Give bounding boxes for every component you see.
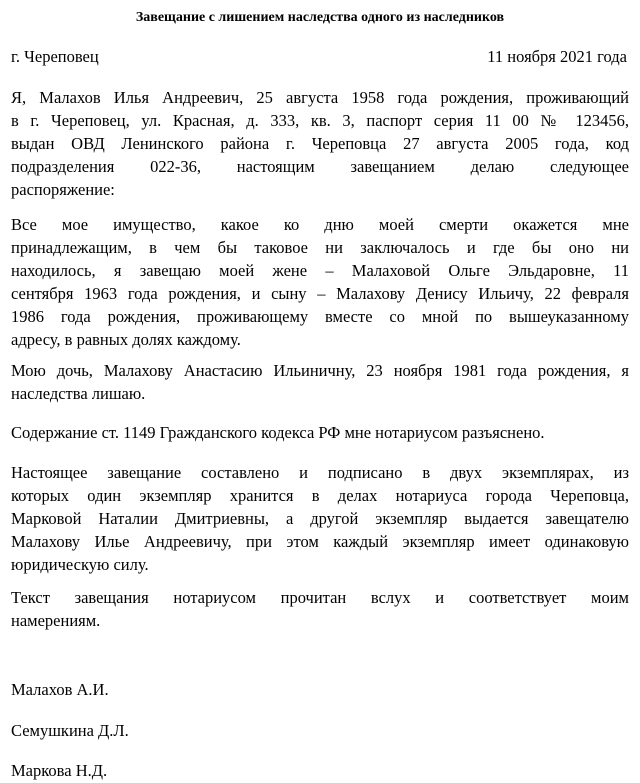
text-line: наследства лишаю.	[11, 384, 146, 403]
paragraph-disinheritance	[11, 359, 629, 405]
paragraph-bequest	[11, 213, 629, 351]
text-line: выдан ОВД Ленинского района г. Череповца 27 августа 2005 года, код	[11, 134, 629, 153]
text-line: находилось, я завещаю моей жене – Малаховой Ольге Эльдаровне, 11	[11, 261, 629, 280]
paragraph-testator	[11, 86, 629, 201]
text-line: которых один экземпляр хранится в делах нотариуса города Череповца,	[11, 486, 629, 505]
text-line: в г. Череповец, ул. Красная, д. 333, кв. 3, паспорт серия 11 00 № 123456,	[11, 111, 629, 130]
text-line: Я, Малахов Илья Андреевич, 25 августа 1958 года рождения, проживающий	[11, 88, 629, 107]
city: г. Череповец	[11, 47, 99, 66]
text-line: Все мое имущество, какое ко дню моей смерти окажется мне	[11, 215, 629, 234]
date: 11 ноября 2021 года	[487, 47, 627, 66]
paragraph-civil-code	[11, 421, 629, 444]
signature-notary: Маркова Н.Д.	[11, 761, 108, 780]
signature-testator: Малахов А.И.	[11, 680, 109, 699]
text-line: принадлежащим, в чем бы таковое ни заключалось и где бы оно ни	[11, 238, 629, 257]
signature-witness: Семушкина Д.Л.	[11, 721, 129, 740]
text-line: юридическую силу.	[11, 555, 149, 574]
text-line: адресу, в равных долях каждому.	[11, 330, 241, 349]
text-line: Содержание ст. 1149 Гражданского кодекса РФ мне нотариусом разъяснено.	[11, 423, 545, 442]
text-line: подразделения 022-36, настоящим завещанием делаю следующее	[11, 157, 629, 176]
paragraph-read-aloud	[11, 586, 629, 632]
text-line: Текст завещания нотариусом прочитан вслух и соответствует моим	[11, 588, 629, 607]
text-line: распоряжение:	[11, 180, 115, 199]
text-line: Марковой Наталии Дмитриевны, а другой экземпляр выдается завещателю	[11, 509, 629, 528]
text-line: намерениям.	[11, 611, 101, 630]
document-title: Завещание с лишением наследства одного из наследников	[135, 10, 505, 25]
text-line: Мою дочь, Малахову Анастасию Ильиничну, 23 ноября 1981 года рождения, я	[11, 361, 629, 380]
text-line: 1986 года рождения, проживающему вместе со мной по вышеуказанному	[11, 307, 629, 326]
text-line: Малахову Илье Андреевичу, при этом каждый экземпляр имеет одинаковую	[11, 532, 629, 551]
text-line: сентября 1963 года рождения, и сыну – Малахову Денису Ильичу, 22 февраля	[11, 284, 629, 303]
place-date-row	[11, 46, 627, 68]
text-line: Настоящее завещание составлено и подписано в двух экземплярах, из	[11, 463, 629, 482]
paragraph-copies	[11, 461, 629, 576]
